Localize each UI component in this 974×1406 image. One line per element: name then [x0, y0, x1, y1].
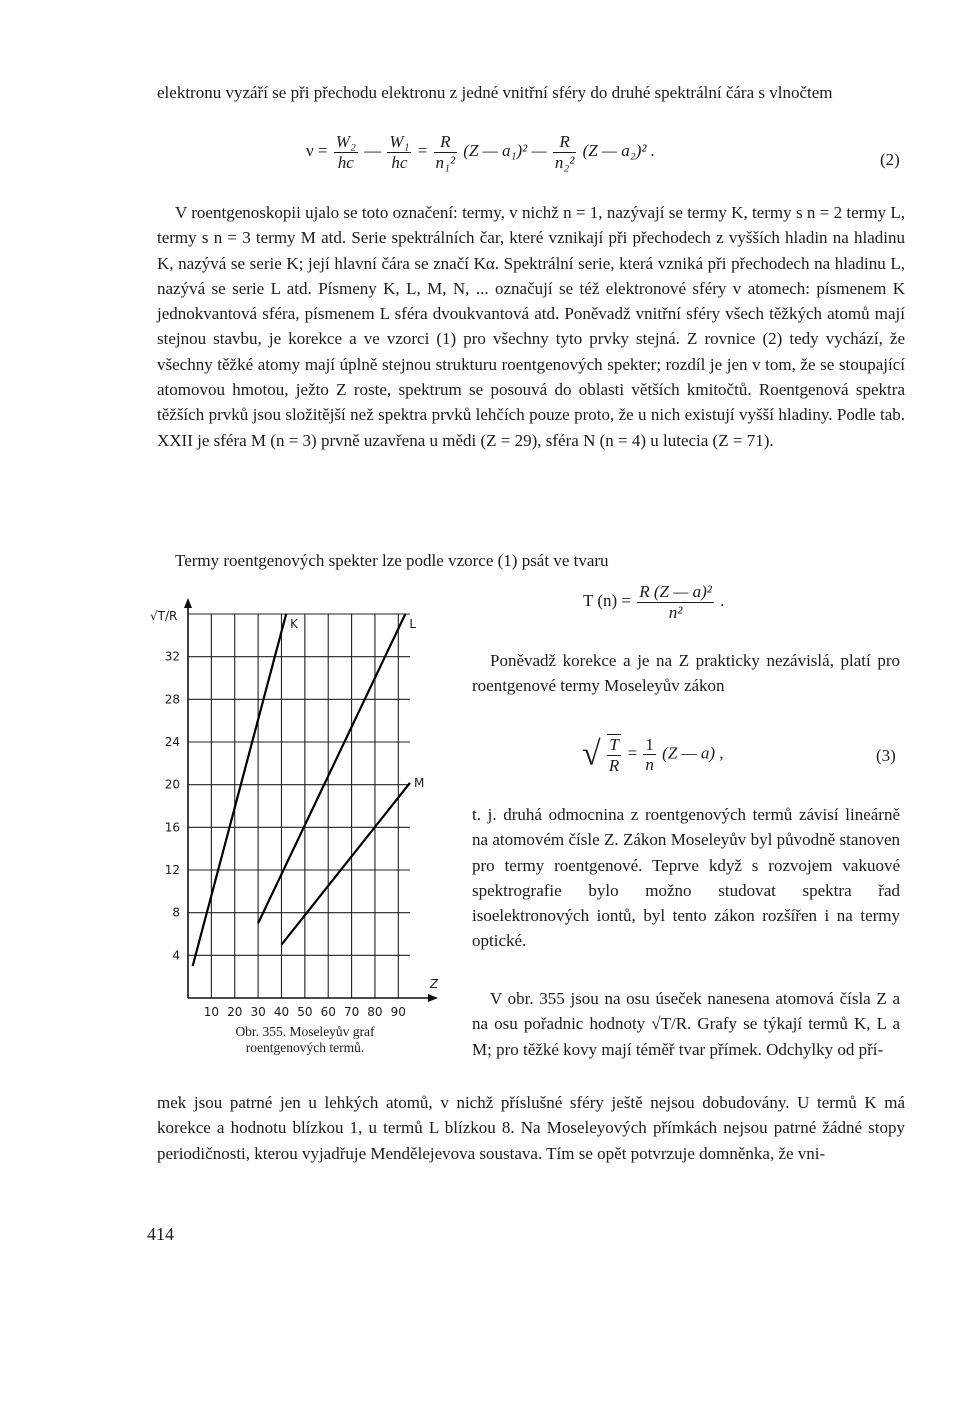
equation-3-number: (3)	[876, 746, 896, 765]
eq3-frac-num: 1	[645, 734, 654, 754]
x-tick-label: 50	[297, 1005, 313, 1019]
x-tick-label: 80	[367, 1005, 383, 1019]
paragraph-moseley-law: t. j. druhá odmocnina z roentgenových termů závisí lineárně na atomovém čísle Z. Zákon Moseleyův byl původně stanoven pro termy roentgenové. Teprve když s rozvojem vakuové spektrografie bylo možno studovat spektra řad isoelektronových iontů, byl tento zákon rozšířen i na termy optické.	[472, 805, 900, 951]
x-tick-label: 20	[227, 1005, 243, 1019]
x-tick-label: 60	[320, 1005, 336, 1019]
equation-term	[583, 582, 724, 622]
sqrt-icon: √	[582, 735, 601, 773]
y-tick-label: 32	[164, 649, 180, 664]
eqT-end: .	[720, 590, 725, 610]
y-tick-label: 24	[164, 735, 180, 749]
eq2-frac3-num: R	[434, 132, 458, 153]
paragraph-closing: mek jsou patrné jen u lehkých atomů, v nichž příslušné sféry ještě nejsou dobudovány. U termů K má korekce a hodnotu blízkou 1, u termů L blízkou 8. Na Moseleyových přímkách nejsou patrné žádné stopy periodičnosti, kterou vyjadřuje Mendělejevova soustava. Tím se opět potvrzuje domněnka, že vni-	[157, 1093, 905, 1163]
paragraph-figure-description: V obr. 355 jsou na osu úseček nanesena atomová čísla Z a na osu pořadnic hodnoty √T/R. Grafy se týkají termů K, L a M; pro těžké kovy mají téměř tvar přímek. Odchylky od pří-	[472, 989, 900, 1059]
eqT-den: n²	[668, 602, 683, 622]
y-axis-label: √T/R	[150, 609, 178, 623]
x-tick-label: 10	[203, 1005, 220, 1019]
x-axis-label: Z	[429, 977, 439, 991]
x-axis-arrow-icon	[428, 994, 438, 1002]
equation-2-number: (2)	[880, 150, 900, 169]
paragraph-terms-formula-intro: Termy roentgenových spekter lze podle vzorce (1) psát ve tvaru	[175, 551, 609, 570]
y-tick-label: 8	[172, 905, 180, 920]
figure-caption	[186, 1024, 424, 1056]
caption-line-2: roentgenových termů.	[245, 1040, 365, 1055]
y-tick-label: 20	[164, 777, 180, 792]
paragraph-intro: elektronu vyzáří se při přechodu elektronu z jedné vnitřní sféry do druhé spektrální čára s vlnočtem	[157, 83, 833, 102]
eq2-term1: (Z — a₁)² —	[463, 140, 547, 160]
series-line-M	[281, 783, 410, 945]
paragraph-moseley-law-intro: Poněvadž korekce a je na Z prakticky nezávislá, platí pro roentgenové termy Moseleyův zákon	[472, 651, 900, 696]
eq2-frac2-den: hc	[391, 152, 408, 172]
moseley-chart	[146, 596, 446, 1026]
eq2-frac1-num: W₂	[335, 132, 356, 151]
eq3-sqrt-num: T	[607, 735, 621, 756]
eq3-sqrt-den: R	[608, 755, 620, 775]
series-label-M: M	[414, 775, 425, 790]
y-tick-label: 28	[164, 692, 180, 707]
page-number: 414	[147, 1224, 174, 1244]
eqT-lhs: T (n) =	[583, 590, 631, 610]
eq2-frac4-num: R	[553, 132, 577, 153]
eq2-frac3-den: n₁²	[435, 152, 456, 172]
eq3-rest: (Z — a) ,	[662, 743, 724, 763]
x-tick-label: 90	[390, 1005, 406, 1019]
y-tick-label: 4	[172, 948, 180, 963]
eq3-frac-den: n	[645, 755, 654, 775]
equation-2	[306, 132, 655, 172]
eq2-frac1-den: hc	[337, 152, 354, 172]
eq2-term2: (Z — a₂)² .	[582, 140, 655, 160]
y-tick-label: 12	[164, 863, 180, 877]
eq2-frac4-den: n₂²	[554, 152, 575, 172]
eqT-num: R (Z — a)²	[639, 582, 712, 601]
series-label-L: L	[409, 617, 417, 631]
equation-3	[582, 734, 724, 775]
caption-line-1: Obr. 355. Moseleyův graf	[235, 1024, 375, 1039]
paragraph-terms: V roentgenoskopii ujalo se toto označení: termy, v nichž n = 1, nazývají se termy K, termy s n = 2 termy L, termy s n = 3 termy M atd. Serie spektrálních čar, které vznikají při přechodech z vyšších hladin na hladinu K, nazývá se serie K; její hlavní čára se značí Kα. Spektrální serie, která vzniká při přechodech na hladinu L, nazývá se serie L atd. Písmeny K, L, M, N, ... označují se též elektronové sféry v atomech: písmenem K jednokvantová sféra, písmenem L sféra dvoukvantová atd. Poněvadž vnitřní sféry všech těžkých atomů mají stejnou stavbu, je korekce a ve vzorci (1) pro všechny tyto prvky stejná. Z rovnice (2) tedy vychází, že všechny těžké atomy mají úplně stejnou strukturu roentgenových spekter; rozdíl je jen v tom, že se stoupající atomovou hmotou, ježto Z roste, spektrum se posouvá do oblasti větších kmitočtů. Roentgenová spektra těžších prvků jsou složitější než spektra prvků lehčích pouze proto, že u nich existují vyšší hladiny. Podle tab. XXII je sféra M (n = 3) prvně uzavřena u mědi (Z = 29), sféra N (n = 4) u lutecia (Z = 71).	[157, 203, 905, 450]
x-tick-label: 70	[343, 1005, 360, 1019]
y-tick-label: 16	[164, 820, 180, 835]
x-tick-label: 40	[273, 1005, 290, 1019]
eq2-minus: —	[364, 140, 382, 160]
y-axis-arrow-icon	[184, 598, 192, 608]
eq2-equals: =	[417, 140, 428, 160]
eq2-frac2-num: W₁	[389, 132, 410, 151]
eq3-equals: =	[627, 743, 638, 763]
x-tick-label: 30	[250, 1005, 266, 1019]
eq2-lhs: ν =	[306, 140, 328, 160]
series-label-K: K	[290, 617, 299, 631]
series-line-L	[258, 614, 405, 923]
